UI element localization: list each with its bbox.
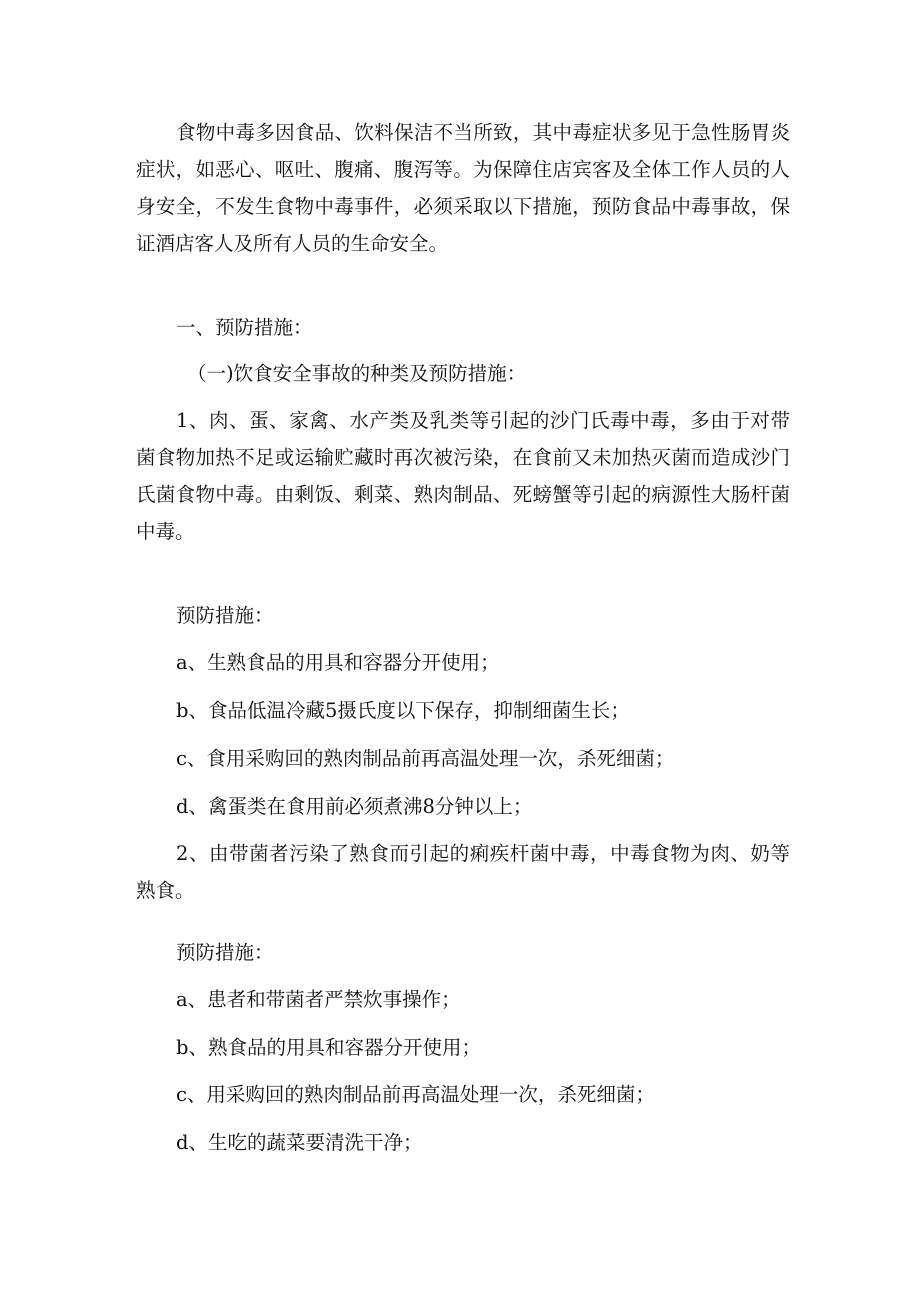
prevention-heading-2: 预防措施： <box>176 941 274 964</box>
measure-1d: d、禽蛋类在食用前必须煮沸8分钟以上； <box>176 795 533 818</box>
intro-paragraph: 食物中毒多因食品、饮料保洁不当所致，其中毒症状多见于急性肠胃炎症状，如恶心、呕吐、腹痛、腹泻等。为保障住店宾客及全体工作人员的人身安全，不发生食物中毒事件，必须采取以下措施，预防食品中毒事故，保证酒店客人及所有人员的生命安全。 <box>136 121 790 255</box>
measure-2a: a、患者和带菌者严禁炊事操作； <box>176 988 461 1011</box>
section-heading-prevention: 一、预防措施： <box>176 316 313 339</box>
measure-1c: c、食用采购回的熟肉制品前再高温处理一次，杀死细菌； <box>176 747 675 770</box>
measure-2b: b、熟食品的用具和容器分开使用； <box>176 1036 481 1059</box>
measure-1a: a、生熟食品的用具和容器分开使用； <box>176 651 500 674</box>
prevention-heading-1: 预防措施： <box>176 604 274 627</box>
item-1-salmonella: 1、肉、蛋、家禽、水产类及乳类等引起的沙门氏毒中毒，多由于对带菌食物加热不足或运输贮藏时再次被污染，在食前又未加热灭菌而造成沙门氏菌食物中毒。由剩饭、剩菜、熟肉制品、死螃蟹等引起的病源性大肠杆菌中毒。 <box>136 409 790 543</box>
measure-2d: d、生吃的蔬菜要清洗干净； <box>176 1131 423 1154</box>
subsection-heading-food-safety: （一)饮食安全事故的种类及预防措施： <box>187 362 527 385</box>
item-2-dysentery: 2、由带菌者污染了熟食而引起的痢疾杆菌中毒，中毒食物为肉、奶等熟食。 <box>136 842 790 902</box>
measure-2c: c、用采购回的熟肉制品前再高温处理一次，杀死细菌； <box>176 1083 655 1106</box>
measure-1b: b、食品低温冷藏5摄氏度以下保存，抑制细菌生长； <box>176 699 630 722</box>
